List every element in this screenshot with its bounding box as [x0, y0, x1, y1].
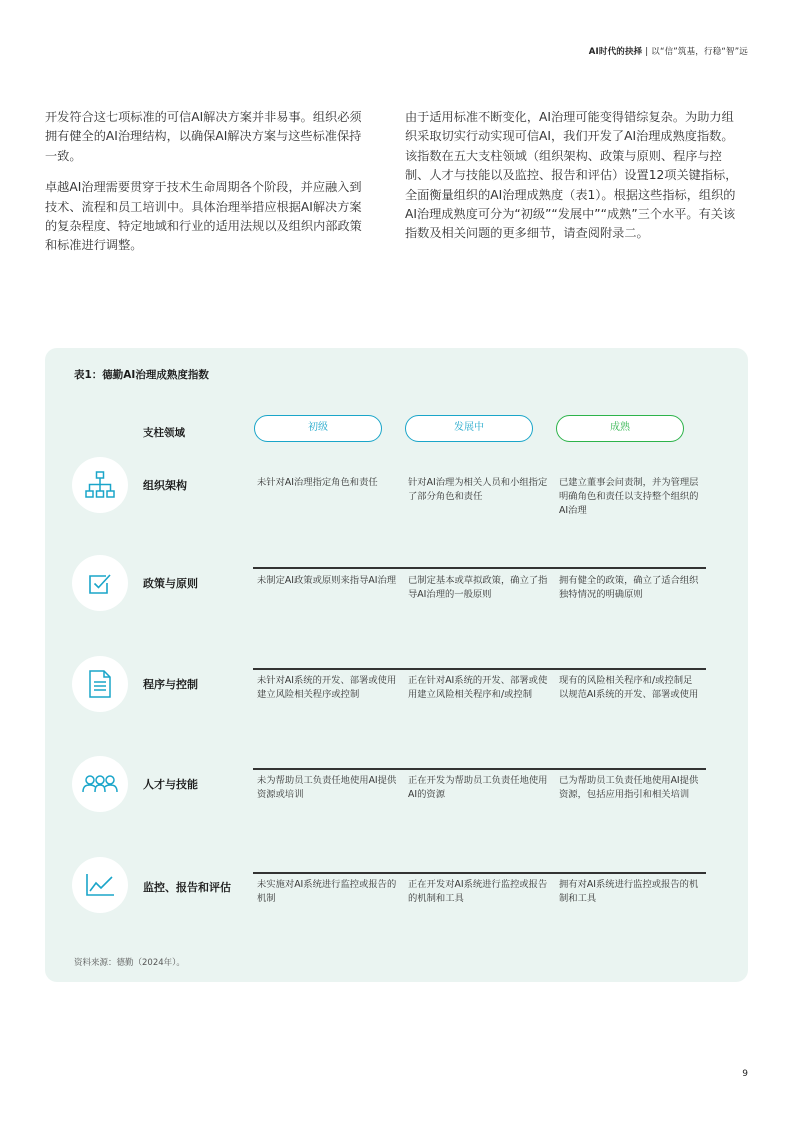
- running-header: [589, 45, 748, 57]
- row-divider: [253, 567, 706, 569]
- level-basic-pill: 初级: [254, 415, 382, 442]
- paragraph: 卓越AI治理需要贯穿于技术生命周期各个阶段，并应融入到技术、流程和员工培训中。具体治理举措应根据AI解决方案的复杂程度、特定地域和行业的适用法规以及组织内部政策和标准进行调整。: [45, 180, 362, 253]
- cell-mature: 拥有健全的政策，确立了适合组织独特情况的明确原则: [559, 575, 699, 600]
- cell-basic: 未实施对AI系统进行监控或报告的机制: [257, 879, 397, 904]
- level-developing-pill: 发展中: [405, 415, 533, 442]
- table-title: 表1：德勤AI治理成熟度指数: [74, 369, 209, 381]
- row-name: 程序与控制: [143, 678, 198, 691]
- cell-basic: 未针对AI系统的开发、部署或使用建立风险相关程序或控制: [257, 675, 397, 700]
- cell-developing: 正在针对AI系统的开发、部署或使用建立风险相关程序和/或控制: [408, 675, 548, 700]
- cell-basic: 未针对AI治理指定角色和责任: [257, 477, 378, 488]
- cell-basic: 未制定AI政策或原则来指导AI治理: [257, 575, 397, 586]
- cell-mature: 拥有对AI系统进行监控或报告的机制和工具: [559, 879, 699, 904]
- document-icon: [72, 656, 128, 712]
- row-name: 监控、报告和评估: [143, 881, 231, 894]
- row-divider: [253, 872, 706, 874]
- pillar-header: 支柱领域: [143, 427, 185, 439]
- cell-developing: 针对AI治理为相关人员和小组指定了部分角色和责任: [408, 477, 548, 502]
- cell-basic: 未为帮助员工负责任地使用AI提供资源或培训: [257, 775, 397, 800]
- maturity-index-panel: [45, 348, 748, 982]
- right-column: [405, 108, 745, 256]
- header-separator: |: [645, 47, 649, 57]
- header-subtitle: 以“信”筑基，行稳“智”远: [651, 47, 748, 57]
- cell-mature: 现有的风险相关程序和/或控制足以规范AI系统的开发、部署或使用: [559, 675, 699, 700]
- people-icon: [72, 756, 128, 812]
- table-source: 资料来源：德勤（2024年）。: [74, 958, 185, 968]
- paragraph: 开发符合这七项标准的可信AI解决方案并非易事。组织必须拥有健全的AI治理结构，以确保AI解决方案与这些标准保持一致。: [45, 110, 362, 163]
- row-divider: [253, 668, 706, 670]
- cell-developing: 已制定基本或草拟政策，确立了指导AI治理的一般原则: [408, 575, 548, 600]
- row-name: 人才与技能: [143, 778, 198, 791]
- row-name: 政策与原则: [143, 577, 198, 590]
- checkbox-icon: [72, 555, 128, 611]
- org-chart-icon: [72, 457, 128, 513]
- cell-mature: 已为帮助员工负责任地使用AI提供资源，包括应用指引和相关培训: [559, 775, 699, 800]
- cell-mature: 已建立董事会问责制，并为管理层明确角色和责任以支持整个组织的AI治理: [559, 477, 699, 516]
- row-divider: [253, 768, 706, 770]
- cell-developing: 正在开发对AI系统进行监控或报告的机制和工具: [408, 879, 548, 904]
- line-chart-icon: [72, 857, 128, 913]
- row-name: 组织架构: [143, 479, 187, 492]
- page-number: 9: [742, 1069, 748, 1079]
- left-column: [45, 108, 365, 268]
- header-title: AI时代的抉择: [588, 47, 643, 57]
- level-mature-pill: 成熟: [556, 415, 684, 442]
- cell-developing: 正在开发为帮助员工负责任地使用AI的资源: [408, 775, 548, 800]
- paragraph: 由于适用标准不断变化，AI治理可能变得错综复杂。为助力组织采取切实行动实现可信AI，我们开发了AI治理成熟度指数。该指数在五大支柱领域（组织架构、政策与原则、程序与控制、人才与技能以及监控、报告和评估）设置12项关键指标，全面衡量组织的AI治理成熟度（表1）。根据这些指标，组织的AI治理成熟度可分为“初级”“发展中”“成熟”三个水平。有关该指数及相关问题的更多细节，请查阅附录二。: [405, 110, 738, 241]
